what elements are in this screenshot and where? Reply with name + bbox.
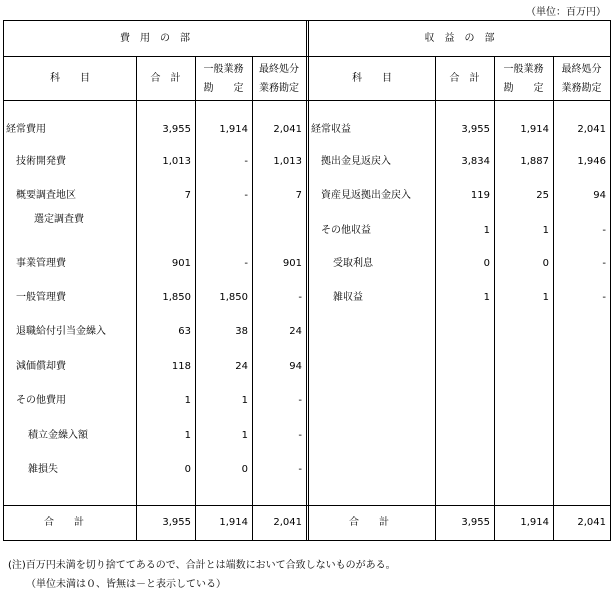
row-general-value: 1 bbox=[241, 395, 248, 406]
row-label: 経常費用 bbox=[6, 124, 46, 135]
row-general-value: 1,850 bbox=[219, 292, 248, 303]
note-line-1: (注)百万円未満を切り捨ててあるので、合計とは端数において合致しないものがある。 bbox=[8, 560, 396, 571]
column-header-general-account: 一般業務 勘 定 bbox=[503, 64, 544, 94]
row-label: 技術開発費 bbox=[16, 156, 66, 167]
row-total-value: 3,834 bbox=[461, 156, 490, 167]
column-header-general-account: 一般業務 勘 定 bbox=[203, 64, 244, 94]
row-total-value: 119 bbox=[470, 190, 490, 201]
row-general-value: 1 bbox=[542, 225, 549, 236]
row-label: 拠出金見返戻入 bbox=[321, 156, 391, 167]
row-general-value: - bbox=[244, 190, 248, 201]
row-total-value: 3,955 bbox=[461, 124, 490, 135]
row-label: 一般管理費 bbox=[16, 292, 66, 303]
row-label: 雑収益 bbox=[333, 292, 363, 303]
row-final-value: - bbox=[298, 430, 302, 441]
row-final-value: 1,013 bbox=[273, 156, 302, 167]
row-label: 退職給付引当金繰入 bbox=[16, 326, 106, 337]
row-label: その他費用 bbox=[16, 395, 66, 406]
row-final-value: 94 bbox=[593, 190, 606, 201]
sum-total-value: 3,955 bbox=[461, 517, 490, 528]
row-general-value: 1,914 bbox=[219, 124, 248, 135]
row-final-value: 24 bbox=[289, 326, 302, 337]
row-label: 事業管理費 bbox=[16, 258, 66, 269]
financial-table bbox=[3, 20, 611, 541]
note-line-2: （単位未満は０、皆無は－と表示している） bbox=[26, 579, 226, 590]
row-label: 資産見返拠出金戻入 bbox=[321, 190, 411, 201]
row-general-value: 24 bbox=[235, 361, 248, 372]
row-general-value: 1,887 bbox=[520, 156, 549, 167]
row-label: その他収益 bbox=[321, 225, 371, 236]
column-header-subject: 科 目 bbox=[352, 73, 392, 84]
row-final-value: - bbox=[602, 258, 606, 269]
sum-final-value: 2,041 bbox=[273, 517, 302, 528]
row-total-value: 63 bbox=[178, 326, 191, 337]
sum-final-value: 2,041 bbox=[577, 517, 606, 528]
row-label: 積立金繰入額 bbox=[28, 430, 88, 441]
row-final-value: 2,041 bbox=[273, 124, 302, 135]
sum-general-value: 1,914 bbox=[520, 517, 549, 528]
column-header-subject: 科 目 bbox=[50, 73, 90, 84]
row-final-value: - bbox=[298, 292, 302, 303]
sum-total-value: 3,955 bbox=[162, 517, 191, 528]
row-total-value: 901 bbox=[171, 258, 191, 269]
row-final-value: 94 bbox=[289, 361, 302, 372]
section-divider bbox=[306, 21, 309, 540]
row-general-value: 25 bbox=[536, 190, 549, 201]
row-total-value: 0 bbox=[483, 258, 490, 269]
row-final-value: - bbox=[602, 292, 606, 303]
unit-label: （単位：百万円） bbox=[526, 7, 606, 18]
row-total-value: 118 bbox=[171, 361, 191, 372]
column-header-final-disposal-account: 最終処分 業務勘定 bbox=[561, 64, 602, 94]
row-label: 受取利息 bbox=[333, 258, 373, 269]
row-label: 経常収益 bbox=[311, 124, 351, 135]
row-general-value: 1 bbox=[241, 430, 248, 441]
row-general-value: - bbox=[244, 156, 248, 167]
row-total-value: 1 bbox=[184, 430, 191, 441]
row-label: 雑損失 bbox=[28, 464, 58, 475]
row-general-value: 0 bbox=[542, 258, 549, 269]
row-label: 概要調査地区 bbox=[16, 190, 76, 201]
row-total-value: 7 bbox=[184, 190, 191, 201]
row-total-value: 1,850 bbox=[162, 292, 191, 303]
row-total-value: 3,955 bbox=[162, 124, 191, 135]
row-total-value: 1 bbox=[184, 395, 191, 406]
row-final-value: - bbox=[298, 464, 302, 475]
sum-label: 合 計 bbox=[349, 517, 389, 528]
row-final-value: 1,946 bbox=[577, 156, 606, 167]
row-total-value: 1 bbox=[483, 225, 490, 236]
column-header-total: 合 計 bbox=[449, 73, 480, 84]
revenue-section-title: 収 益 の 部 bbox=[424, 33, 495, 44]
row-total-value: 0 bbox=[184, 464, 191, 475]
sum-label: 合 計 bbox=[44, 517, 84, 528]
row-total-value: 1 bbox=[483, 292, 490, 303]
row-final-value: - bbox=[602, 225, 606, 236]
row-general-value: 38 bbox=[235, 326, 248, 337]
row-label: 減価償却費 bbox=[16, 361, 66, 372]
expense-section-title: 費 用 の 部 bbox=[120, 33, 190, 44]
row-final-value: 2,041 bbox=[577, 124, 606, 135]
row-general-value: 1,914 bbox=[520, 124, 549, 135]
row-final-value: 901 bbox=[282, 258, 302, 269]
row-general-value: 1 bbox=[542, 292, 549, 303]
row-general-value: 0 bbox=[241, 464, 248, 475]
row-total-value: 1,013 bbox=[162, 156, 191, 167]
column-header-total: 合 計 bbox=[150, 73, 181, 84]
sum-general-value: 1,914 bbox=[219, 517, 248, 528]
row-final-value: - bbox=[298, 395, 302, 406]
row-label: 選定調査費 bbox=[34, 214, 84, 225]
row-final-value: 7 bbox=[295, 190, 302, 201]
column-header-final-disposal-account: 最終処分 業務勘定 bbox=[259, 64, 299, 94]
row-general-value: - bbox=[244, 258, 248, 269]
